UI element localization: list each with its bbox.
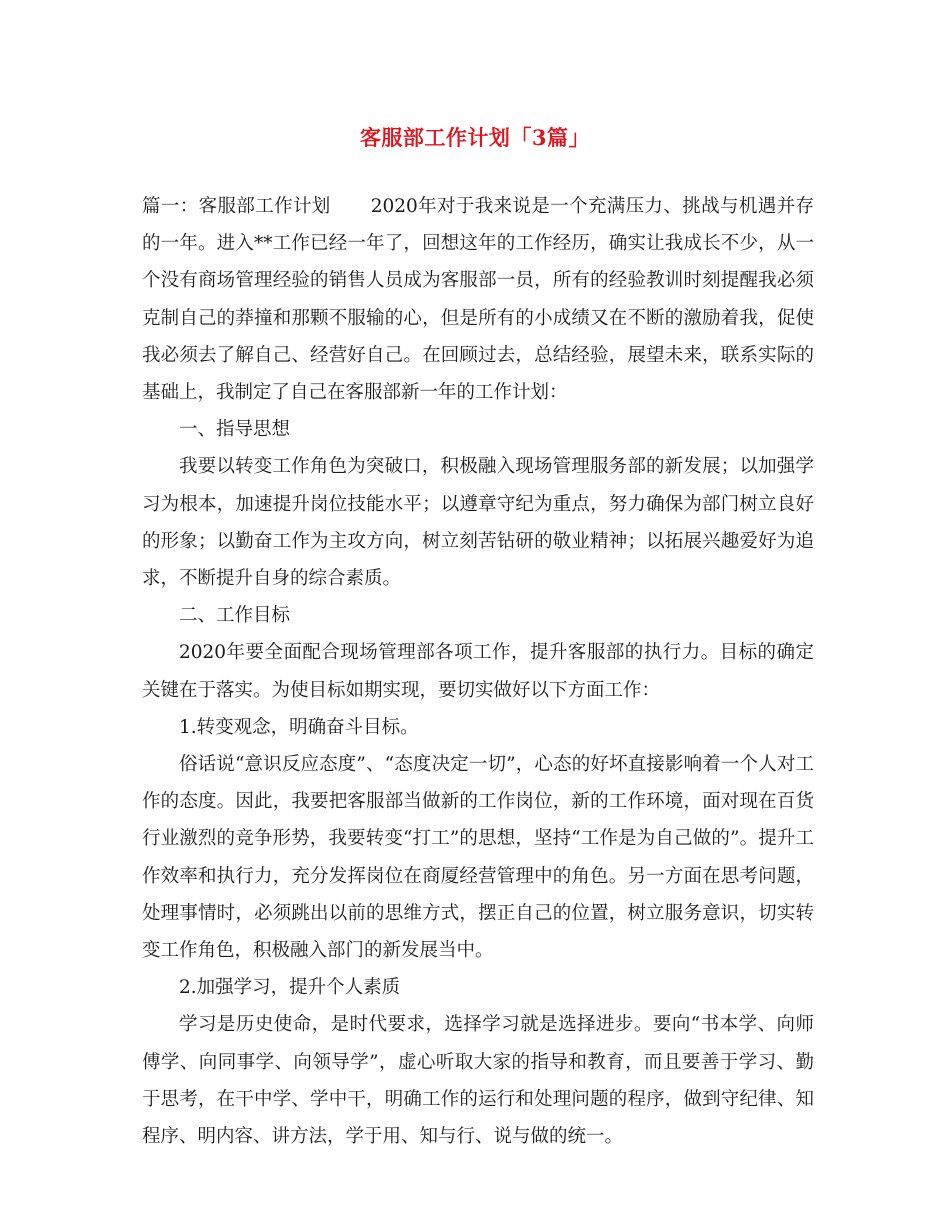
section-paragraph-change-mindset: 俗话说“意识反应态度”、“态度决定一切”，心态的好坏直接影响着一个人对工作的态度。因此，我要把客服部当做新的工作岗位，新的工作环境，面对现在百货行业激烈的竞争形势，我要转变“打工”的思想，坚持“工作是为自己做的”。提升工作效率和执行力，充分发挥岗位在商厦经营管理中的角色。另一方面在思考问题，处理事情时，必须跳出以前的思维方式，摆正自己的位置，树立服务意识，切实转变工作角色，积极融入部门的新发展当中。 bbox=[142, 754, 814, 962]
document-body bbox=[142, 188, 814, 1155]
intro-paragraph bbox=[142, 188, 814, 411]
section-heading-guiding-ideology: 一、指导思想 bbox=[179, 419, 291, 441]
section-paragraph-guiding-ideology: 我要以转变工作角色为突破口，积极融入现场管理服务部的新发展；以加强学习为根本，加速提升岗位技能水平；以遵章守纪为重点，努力确保为部门树立良好的形象；以勤奋工作为主攻方向，树立刻苦钻研的敬业精神；以拓展兴趣爱好为追求，不断提升自身的综合素质。 bbox=[142, 456, 814, 590]
section-paragraph-strengthen-learning: 学习是历史使命，是时代要求，选择学习就是选择进步。要向“书本学、向师傅学、向同事学、向领导学”，虚心听取大家的指导和教育，而且要善于学习、勤于思考，在干中学、学中干，明确工作的运行和处理问题的程序，做到守纪律、知程序、明内容、讲方法，学于用、知与行、说与做的统一。 bbox=[142, 1014, 814, 1148]
section-heading-work-goals: 二、工作目标 bbox=[179, 605, 291, 627]
section-heading-strengthen-learning: 2.加强学习，提升个人素质 bbox=[179, 977, 401, 999]
section-heading-change-mindset: 1.转变观念，明确奋斗目标。 bbox=[179, 716, 419, 738]
document-title: 客服部工作计划「3篇」 bbox=[359, 125, 591, 150]
section-paragraph-work-goals: 2020年要全面配合现场管理部各项工作，提升客服部的执行力。目标的确定关键在于落实。为使目标如期实现，要切实做好以下方面工作： bbox=[142, 642, 814, 701]
intro-label: 篇一：客服部工作计划 bbox=[142, 196, 331, 217]
intro-text: 2020年对于我来说是一个充满压力、挑战与机遇并存的一年。进入**工作已经一年了，回想这年的工作经历，确实让我成长不少，从一个没有商场管理经验的销售人员成为客服部一员，所有的经验教训时刻提醒我必须克制自己的莽撞和那颗不服输的心，但是所有的小成绩又在不断的激励着我，促使我必须去了解自己、经营好自己。在回顾过去，总结经验，展望未来，联系实际的基础上，我制定了自己在客服部新一年的工作计划： bbox=[142, 196, 814, 404]
